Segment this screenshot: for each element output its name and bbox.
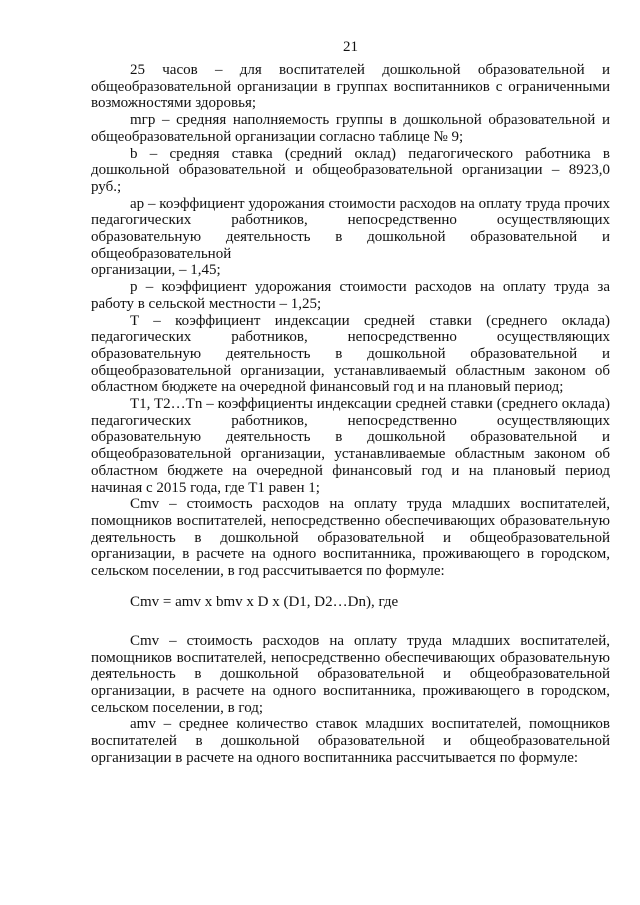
- paragraph-rural-coefficient: p – коэффициент удорожания стоимости расходов на оплату труда за работу в сельской местности – 1,25;: [91, 279, 610, 312]
- paragraph-ap-coefficient: ap – коэффициент удорожания стоимости расходов на оплату труда прочих педагогических работников, непосредственно осуществляющих образовательную деятельность в дошкольной образовательной и общеобразовательной: [91, 195, 610, 262]
- paragraph-t-series-coefficients: T1, T2…Tn – коэффициенты индексации средней ставки (среднего оклада) педагогических работников, непосредственно осуществляющих образовательную деятельность в дошкольной образовательной и общеобразовательной организации, устанавливаемые областным законом об областном бюджете на очередной финансовый год и на плановый период начиная с 2015 года, где T1 равен 1;: [91, 396, 610, 496]
- paragraph-amv-definition: amv – среднее количество ставок младших воспитателей, помощников воспитателей в дошкольной образовательной и общеобразовательной организации в расчете на одного воспитанника рассчитывается по формуле:: [91, 716, 610, 766]
- paragraph-hours-teachers: 25 часов – для воспитателей дошкольной образовательной и общеобразовательной организации в группах воспитанников с ограниченными возможностями здоровья;: [91, 62, 610, 112]
- body-text-bottom: [91, 633, 610, 767]
- paragraph-cmv-intro: Cmv – стоимость расходов на оплату труда младших воспитателей, помощников воспитателей, непосредственно обеспечивающих образовательную деятельность в дошкольной образовательной и общеобразовательной организации, в расчете на одного воспитанника, проживающего в городском, сельском поселении, в год рассчитывается по формуле:: [91, 496, 610, 580]
- paragraph-cmv-definition: Cmv – стоимость расходов на оплату труда младших воспитателей, помощников воспитателей, непосредственно обеспечивающих образовательную деятельность в дошкольной образовательной и общеобразовательной организации, в расчете на одного воспитанника, проживающего в городском, сельском поселении, в год;: [91, 632, 610, 716]
- paragraph-t-coefficient: T – коэффициент индексации средней ставки (среднего оклада) педагогических работников, непосредственно осуществляющих образовательную деятельность в дошкольной образовательной и общеобразовательной организации, устанавливаемый областным законом об областном бюджете на очередной финансовый год и на плановый период;: [91, 312, 610, 396]
- body-text-top: [91, 62, 610, 580]
- page-number: 21: [343, 39, 358, 55]
- formula-cmv: Cmv = amv x bmv x D x (D1, D2…Dn), где: [130, 593, 399, 610]
- paragraph-group-occupancy: mгр – средняя наполняемость группы в дошкольной образовательной и общеобразовательной организации согласно таблице № 9;: [91, 112, 610, 145]
- paragraph-average-rate: b – средняя ставка (средний оклад) педагогического работника в дошкольной образовательной и общеобразовательной организации – 8923,0 руб.;: [91, 145, 610, 195]
- paragraph-ap-coefficient-value: организации, – 1,45;: [91, 262, 221, 279]
